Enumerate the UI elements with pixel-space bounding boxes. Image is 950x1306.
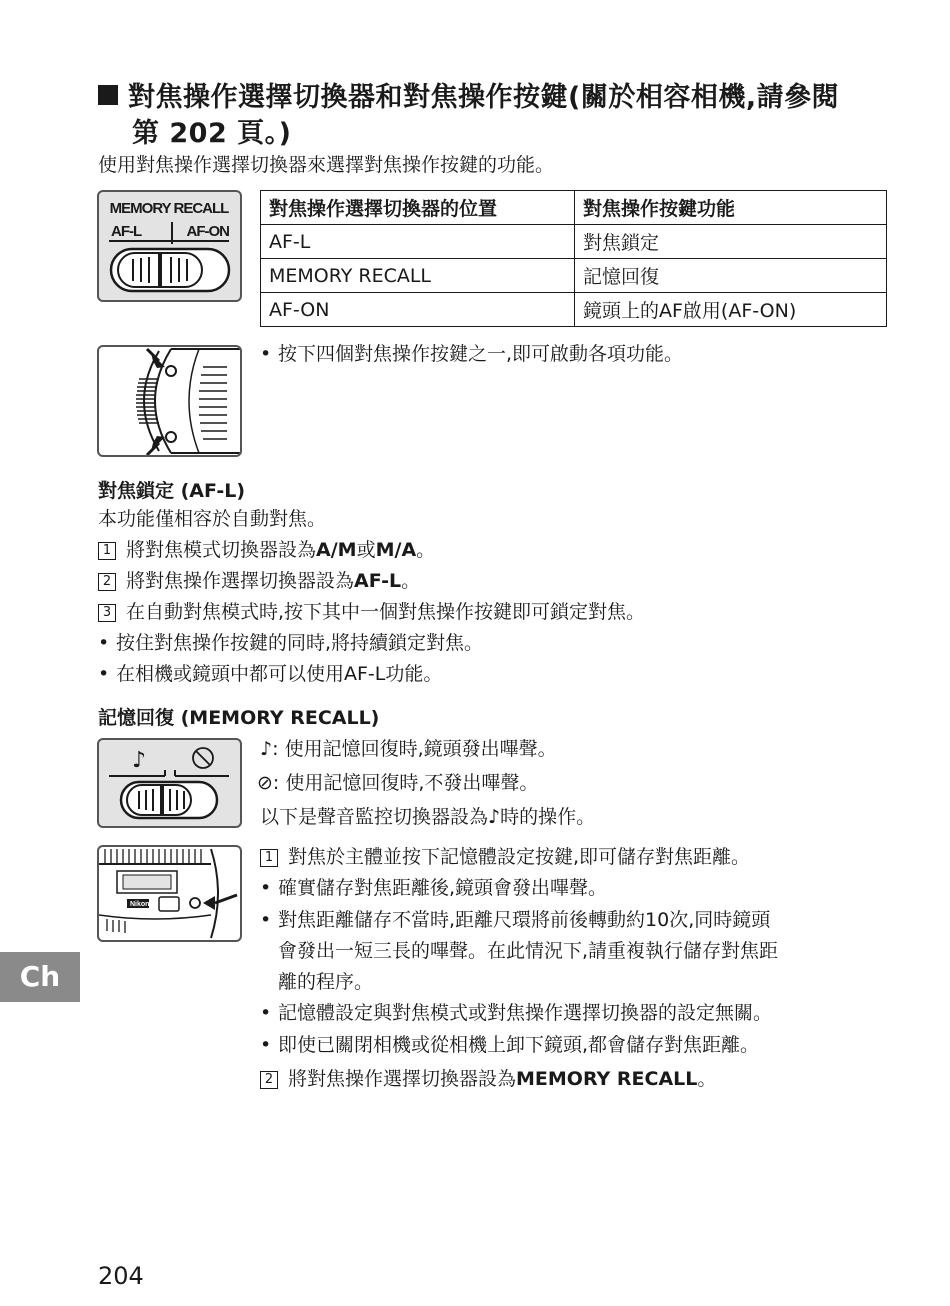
table-cell: 鏡頭上的AF啟用(AF-ON)	[575, 293, 887, 327]
bullet-icon: •	[260, 1034, 272, 1056]
selector-switch-icon	[99, 192, 240, 300]
step-number-icon: 3	[98, 604, 116, 622]
bullet-icon: •	[98, 663, 110, 685]
sound-on-icon: ♪	[131, 748, 147, 773]
press-note: • 按下四個對焦操作按鍵之一,即可啟動各項功能。	[260, 343, 684, 365]
switch-right-label: AF-ON	[186, 223, 229, 240]
section-title	[98, 80, 898, 152]
lens-memory-button-illustration	[97, 845, 242, 942]
bullet-icon: •	[260, 1002, 272, 1024]
memory-heading: 記憶回復 (MEMORY RECALL)	[98, 707, 380, 729]
step-number-icon: 1	[260, 849, 278, 867]
switch-top-label: MEMORY RECALL	[109, 200, 229, 217]
music-note-icon: ♪	[488, 806, 501, 828]
page-number: 204	[98, 1262, 144, 1290]
sound-on-description: ♪: 使用記憶回復時,鏡頭發出嗶聲。	[260, 738, 557, 760]
sound-switch-illustration	[97, 738, 242, 828]
table-cell: MEMORY RECALL	[261, 259, 575, 293]
table-header-row	[261, 191, 887, 225]
table-cell: AF-ON	[261, 293, 575, 327]
afl-step-3: 3 在自動對焦模式時,按下其中一個對焦操作按鍵即可鎖定對焦。	[98, 599, 645, 625]
sound-switch-icon	[99, 740, 240, 826]
table-cell: 記憶回復	[575, 259, 887, 293]
switch-left-label: AF-L	[111, 223, 142, 240]
bullet-icon: •	[260, 343, 272, 365]
bullet-icon: •	[260, 909, 272, 931]
focus-selector-illustration	[97, 190, 242, 302]
afl-step-2: 2 將對焦操作選擇切換器設為AF-L。	[98, 568, 420, 594]
table-cell: 對焦鎖定	[575, 225, 887, 259]
step-number-icon: 2	[260, 1071, 278, 1089]
sound-off-description: ⊘: 使用記憶回復時,不發出嗶聲。	[257, 772, 539, 794]
afl-step-1: 1 將對焦模式切換器設為A/M或M/A。	[98, 537, 435, 563]
title-square-icon	[98, 85, 118, 105]
memory-bullet-2-line-2: 會發出一短三長的嗶聲。在此情況下,請重複執行儲存對焦距	[278, 940, 779, 962]
music-note-icon: ♪	[260, 738, 273, 760]
memory-step-2: 2 將對焦操作選擇切換器設為MEMORY RECALL。	[260, 1066, 716, 1092]
lens-brand: Nikon	[130, 901, 150, 908]
table-row	[261, 225, 887, 259]
memory-bullet-1: • 確實儲存對焦距離後,鏡頭會發出嗶聲。	[260, 877, 608, 899]
intro-text: 使用對焦操作選擇切換器來選擇對焦操作按鍵的功能。	[98, 154, 555, 176]
arrow-left-icon	[203, 896, 215, 910]
chapter-tab: Ch	[0, 952, 80, 1002]
memory-bullet-2-line-3: 離的程序。	[278, 971, 374, 993]
afl-intro: 本功能僅相容於自動對焦。	[98, 508, 327, 530]
bullet-icon: •	[98, 632, 110, 654]
title-line-2: 第 202 頁。)	[132, 118, 292, 149]
title-line-1: 對焦操作選擇切換器和對焦操作按鍵(關於相容相機,請參閱	[128, 82, 840, 113]
table-row	[261, 259, 887, 293]
sound-off-symbol-icon: ⊘	[257, 772, 273, 794]
bullet-icon: •	[260, 877, 272, 899]
table-cell: AF-L	[261, 225, 575, 259]
afl-bullet-2: • 在相機或鏡頭中都可以使用AF-L功能。	[98, 663, 443, 685]
table-header-cell: 對焦操作按鍵功能	[575, 191, 887, 225]
lens-focus-buttons-icon	[99, 347, 240, 455]
memory-step-1: 1 對焦於主體並按下記憶體設定按鍵,即可儲存對焦距離。	[260, 844, 750, 870]
memory-bullet-3: • 記憶體設定與對焦模式或對焦操作選擇切換器的設定無關。	[260, 1002, 773, 1024]
step-number-icon: 2	[98, 573, 116, 591]
afl-bullet-1: • 按住對焦操作按鍵的同時,將持續鎖定對焦。	[98, 632, 484, 654]
memory-bullet-4: • 即使已關閉相機或從相機上卸下鏡頭,都會儲存對焦距離。	[260, 1034, 760, 1056]
function-table	[260, 190, 887, 327]
table-row	[261, 293, 887, 327]
afl-heading: 對焦鎖定 (AF-L)	[98, 480, 246, 502]
memory-bullet-2: • 對焦距離儲存不當時,距離尺環將前後轉動約10次,同時鏡頭	[260, 909, 771, 931]
lens-buttons-illustration	[97, 345, 242, 457]
table-header-cell: 對焦操作選擇切換器的位置	[261, 191, 575, 225]
step-number-icon: 1	[98, 542, 116, 560]
monitor-description: 以下是聲音監控切換器設為♪時的操作。	[260, 806, 596, 828]
lens-body-icon	[99, 847, 240, 940]
